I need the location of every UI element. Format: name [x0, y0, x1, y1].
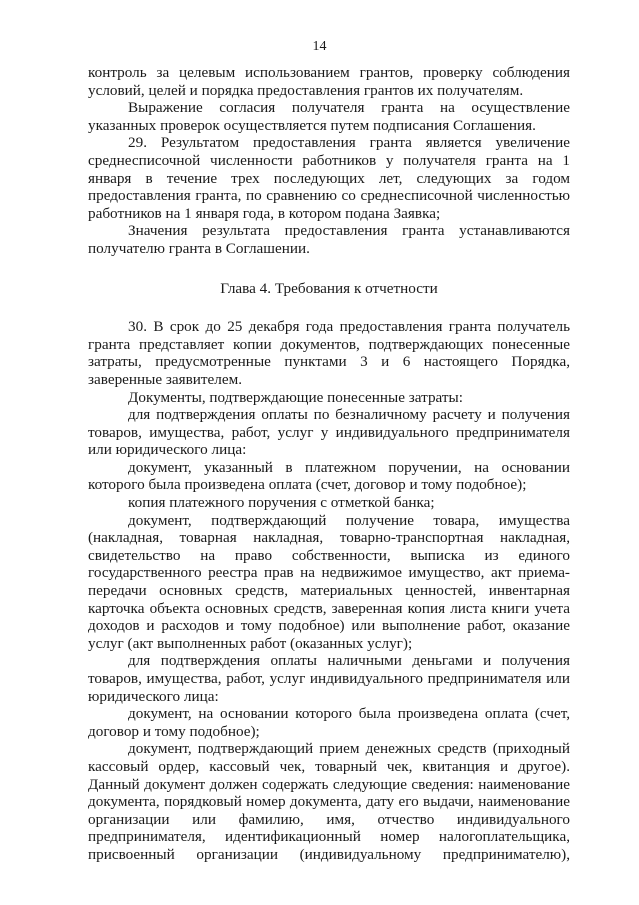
paragraph: Выражение согласия получателя гранта на осуществление указанных проверок осуществляется путем подписания Соглашения. — [88, 99, 570, 134]
document-body — [88, 64, 570, 864]
paragraph: для подтверждения оплаты по безналичному расчету и получения товаров, имущества, работ, услуг у индивидуального предпринимателя или юридического лица: — [88, 406, 570, 459]
page-number: 14 — [312, 39, 327, 54]
paragraph: Значения результата предоставления гранта устанавливаются получателю гранта в Соглашении. — [88, 222, 570, 257]
paragraph: 29. Результатом предоставления гранта является увеличение среднесписочной численности работников у получателя гранта на 1 января в течение трех последующих лет, следующих за годом предоставления гранта, по сравнению со среднесписочной численностью работников на 1 января года, в котором подана Заявка; — [88, 134, 570, 222]
paragraph: для подтверждения оплаты наличными деньгами и получения товаров, имущества, работ, услуг индивидуального предпринимателя или юридического лица: — [88, 652, 570, 705]
paragraph: Документы, подтверждающие понесенные затраты: — [128, 388, 463, 406]
paragraph: документ, подтверждающий получение товара, имущества (накладная, товарная накладная, товарно-транспортная накладная, свидетельство на право собственности, выписка из единого государственного реестра прав на недвижимое имущество, акт приема-передачи основных средств, материальных ценностей, инвентарная карточка объекта основных средств, заверенная копия листа книги учета доходов и расходов и тому подобное) или выполнение работ, оказание услуг (акт выполненных работ (оказанных услуг); — [88, 511, 570, 652]
paragraph: 30. В срок до 25 декабря года предоставления гранта получатель гранта представляет копии документов, подтверждающих понесенные затраты, предусмотренные пунктами 3 и 6 настоящего Порядка, заверенные заявителем. — [88, 318, 570, 388]
paragraph: документ, указанный в платежном поручении, на основании которого была произведена оплата (счет, договор и тому подобное); — [88, 458, 570, 494]
section-before-chapter — [88, 64, 570, 258]
section-after-chapter — [88, 318, 570, 863]
paragraph: контроль за целевым использованием грантов, проверку соблюдения условий, целей и порядка предоставления грантов их получателям. — [88, 64, 570, 99]
paragraph: документ, подтверждающий прием денежных средств (приходный кассовый ордер, кассовый чек, товарный чек, квитанция и другое). Данный документ должен содержать следующие сведения: наименование документа, порядковый номер документа, дату его выдачи, наименование организации или фамилию, имя, отчество индивидуального предпринимателя, идентификационный номер налогоплательщика, присвоенный организации (индивидуальному предпринимателю), — [88, 740, 570, 863]
paragraph: копия платежного поручения с отметкой банка; — [128, 494, 435, 512]
paragraph: документ, на основании которого была произведена оплата (счет, договор и тому подобное); — [88, 705, 570, 740]
chapter-title: Глава 4. Требования к отчетности — [220, 279, 438, 297]
